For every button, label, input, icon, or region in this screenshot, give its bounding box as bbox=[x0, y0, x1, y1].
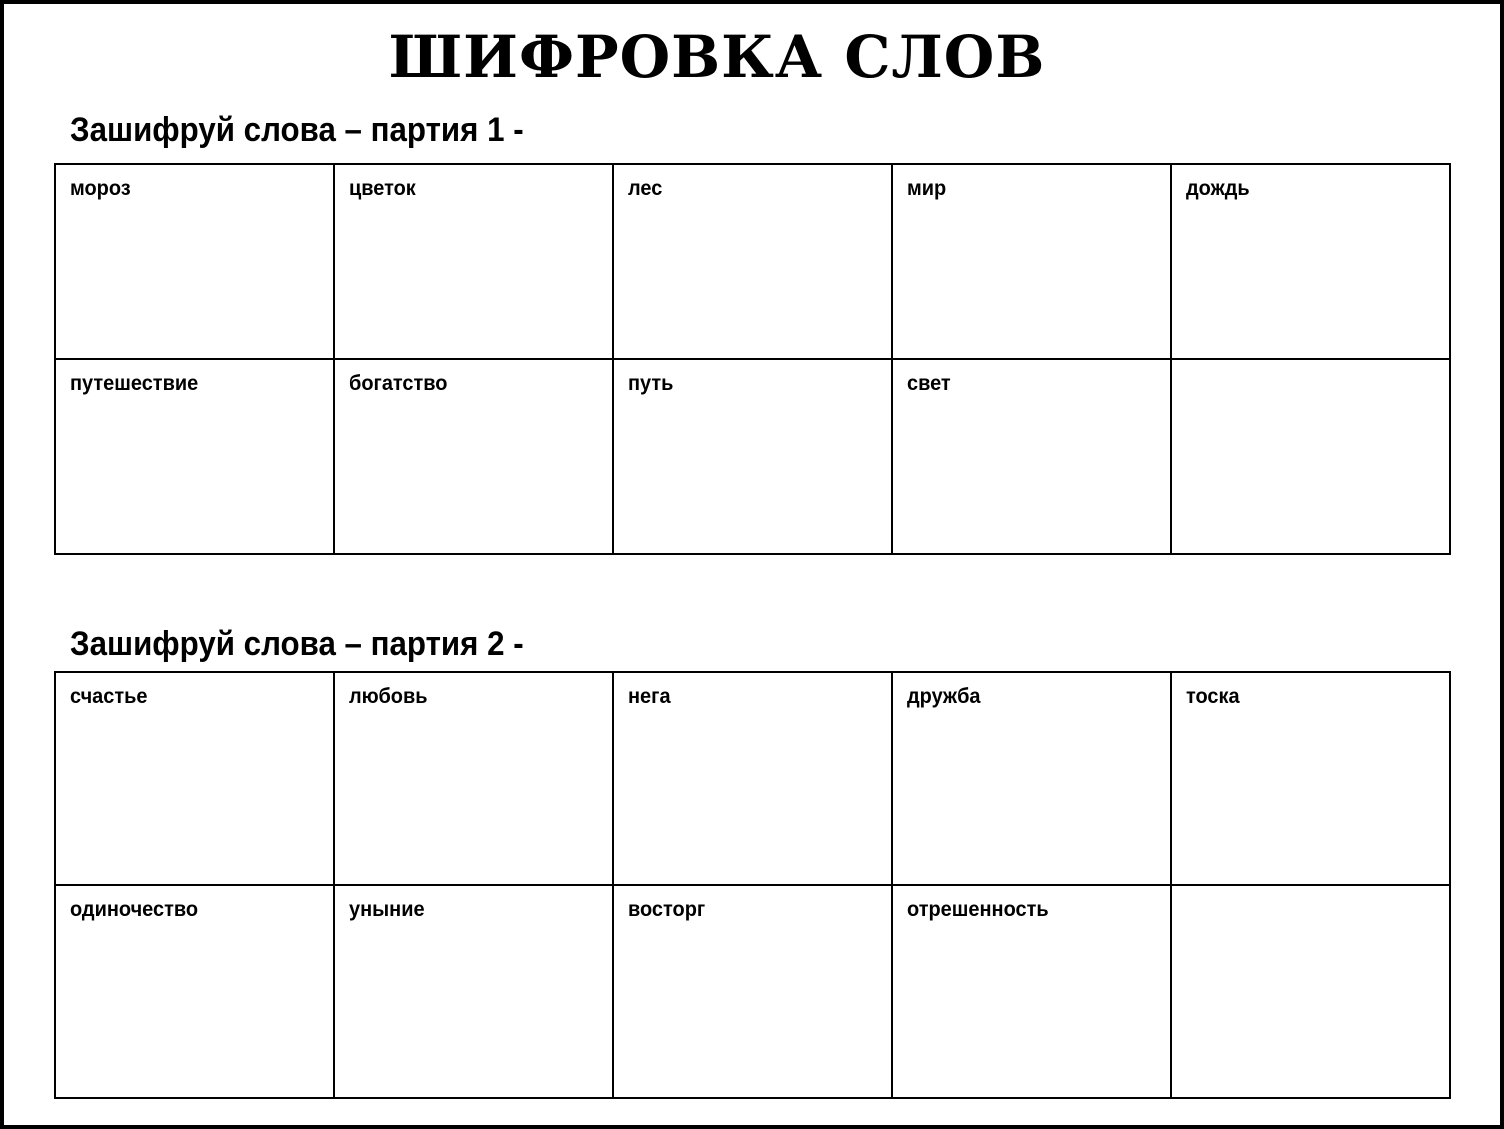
word-cell bbox=[1171, 672, 1450, 885]
word-cell bbox=[892, 164, 1171, 359]
word-cell bbox=[334, 164, 613, 359]
word-label: уныние bbox=[349, 898, 425, 921]
word-cell bbox=[892, 672, 1171, 885]
word-label: цветок bbox=[349, 177, 416, 200]
grid-row bbox=[55, 885, 1450, 1098]
section-1-word-grid bbox=[54, 163, 1451, 555]
word-label: мир bbox=[907, 177, 947, 200]
word-label: мороз bbox=[70, 177, 131, 200]
word-cell bbox=[55, 359, 334, 554]
word-label: путь bbox=[628, 372, 674, 395]
word-cell bbox=[1171, 164, 1450, 359]
word-cell bbox=[613, 164, 892, 359]
word-label: восторг bbox=[628, 898, 706, 921]
word-label: дружба bbox=[907, 685, 981, 708]
word-cell bbox=[55, 672, 334, 885]
word-label: любовь bbox=[349, 685, 428, 708]
word-label: одиночество bbox=[70, 898, 199, 921]
empty-cell bbox=[1171, 885, 1450, 1098]
grid-row bbox=[55, 359, 1450, 554]
word-label: счастье bbox=[70, 685, 148, 708]
word-label: нега bbox=[628, 685, 671, 708]
word-cell bbox=[334, 359, 613, 554]
word-label: отрешенность bbox=[907, 898, 1049, 921]
word-label: лес bbox=[628, 177, 663, 200]
word-cell bbox=[334, 672, 613, 885]
page-title: ШИФРОВКА СЛОВ bbox=[388, 23, 1046, 91]
word-label: богатство bbox=[349, 372, 448, 395]
word-label: путешествие bbox=[70, 372, 199, 395]
word-cell bbox=[334, 885, 613, 1098]
word-cell bbox=[892, 359, 1171, 554]
word-label: дождь bbox=[1186, 177, 1250, 200]
word-cell bbox=[613, 672, 892, 885]
word-cell bbox=[55, 885, 334, 1098]
empty-cell bbox=[1171, 359, 1450, 554]
grid-row bbox=[55, 164, 1450, 359]
word-cell bbox=[613, 885, 892, 1098]
grid-row bbox=[55, 672, 1450, 885]
word-cell bbox=[892, 885, 1171, 1098]
word-cell bbox=[613, 359, 892, 554]
word-label: свет bbox=[907, 372, 951, 395]
word-label: тоска bbox=[1186, 685, 1240, 708]
section-2-heading: Зашифруй слова – партия 2 - bbox=[70, 625, 524, 663]
word-cell bbox=[55, 164, 334, 359]
section-2-word-grid bbox=[54, 671, 1451, 1099]
section-1-heading: Зашифруй слова – партия 1 - bbox=[70, 111, 524, 149]
